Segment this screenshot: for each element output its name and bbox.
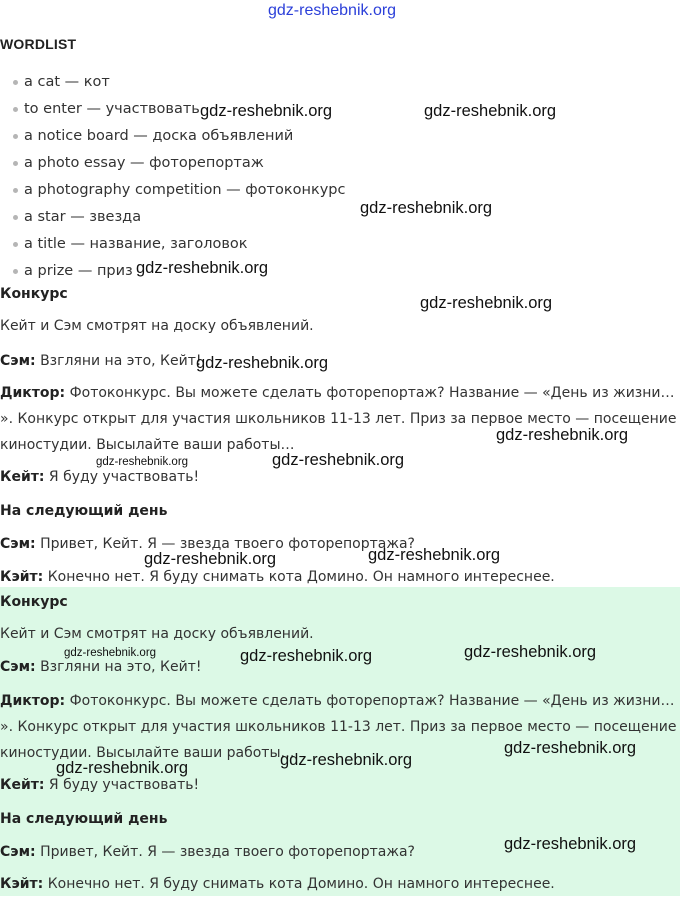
watermark-text: gdz-reshebnik.org <box>496 426 629 444</box>
speaker-name: Диктор: <box>0 693 66 709</box>
watermark-text: gdz-reshebnik.org <box>96 456 189 468</box>
section1-kate-line: Кейт: Я буду участвовать! <box>0 469 200 485</box>
watermark-text: gdz-reshebnik.org <box>64 647 157 659</box>
watermark-text: gdz-reshebnik.org <box>504 835 637 853</box>
section1-announcer-line: Диктор: Фотоконкурс. Вы можете сделать фоторепортаж? Название — «День из жизни… ». Конкурс открыт для участия школьников 11-13 лет. Приз за первое место — посещение киностудии. Высылайте ваши работы… <box>0 385 677 453</box>
word-item: a notice board — доска объявлений <box>0 124 345 151</box>
speaker-name: Сэм: <box>0 353 36 369</box>
section1-intro: Кейт и Сэм смотрят на доску объявлений. <box>0 318 314 334</box>
speaker-name: Кэйт: <box>0 876 44 892</box>
section2-title: Конкурс <box>0 594 68 610</box>
section1-next-day: На следующий день <box>0 503 168 519</box>
watermark-text: gdz-reshebnik.org <box>420 294 553 312</box>
section2-sam-line: Сэм: Взгляни на это, Кейт! <box>0 659 202 675</box>
watermark-top: gdz-reshebnik.org <box>268 2 397 19</box>
watermark-text: gdz-reshebnik.org <box>280 751 413 769</box>
wordlist-heading: WORDLIST <box>0 36 77 52</box>
speaker-name: Сэм: <box>0 659 36 675</box>
section2-intro: Кейт и Сэм смотрят на доску объявлений. <box>0 626 314 642</box>
section1-sam2-line: Сэм: Привет, Кейт. Я — звезда твоего фоторепортажа? <box>0 536 415 552</box>
watermark-text: gdz-reshebnik.org <box>200 102 333 120</box>
watermark-text: gdz-reshebnik.org <box>144 550 277 568</box>
speaker-name: Кейт: <box>0 469 45 485</box>
word-item: a title — название, заголовок <box>0 232 345 259</box>
word-item: a star — звезда <box>0 205 345 232</box>
section2-sam2-line: Сэм: Привет, Кейт. Я — звезда твоего фоторепортажа? <box>0 844 415 860</box>
watermark-text: gdz-reshebnik.org <box>424 102 557 120</box>
speaker-name: Кэйт: <box>0 569 44 585</box>
word-item: to enter — участвовать <box>0 97 345 124</box>
watermark-text: gdz-reshebnik.org <box>272 451 405 469</box>
section1-kate2-line: Кэйт: Конечно нет. Я буду снимать кота Домино. Он намного интереснее. <box>0 569 555 585</box>
watermark-text: gdz-reshebnik.org <box>240 647 373 665</box>
section2-next-day: На следующий день <box>0 811 168 827</box>
section2-announcer-line: Диктор: Фотоконкурс. Вы можете сделать фоторепортаж? Название — «День из жизни… ». Конкурс открыт для участия школьников 11-13 лет. Приз за первое место — посещение киностудии. Высылайте ваши работы… <box>0 693 677 761</box>
section2-kate-line: Кейт: Я буду участвовать! <box>0 777 200 793</box>
speaker-name: Диктор: <box>0 385 66 401</box>
speaker-name: Сэм: <box>0 844 36 860</box>
word-item: a photography competition — фотоконкурс <box>0 178 345 205</box>
watermark-text: gdz-reshebnik.org <box>196 354 329 372</box>
speaker-name: Кейт: <box>0 777 45 793</box>
watermark-text: gdz-reshebnik.org <box>360 199 493 217</box>
word-item: a cat — кот <box>0 70 345 97</box>
watermark-text: gdz-reshebnik.org <box>136 259 269 277</box>
watermark-text: gdz-reshebnik.org <box>56 759 189 777</box>
watermark-text: gdz-reshebnik.org <box>504 739 637 757</box>
watermark-text: gdz-reshebnik.org <box>464 643 597 661</box>
section2-kate2-line: Кэйт: Конечно нет. Я буду снимать кота Домино. Он намного интереснее. <box>0 876 555 892</box>
speaker-name: Сэм: <box>0 536 36 552</box>
watermark-text: gdz-reshebnik.org <box>368 546 501 564</box>
section1-sam-line: Сэм: Взгляни на это, Кейт! <box>0 353 202 369</box>
word-item: a photo essay — фоторепортаж <box>0 151 345 178</box>
section1-title: Конкурс <box>0 286 68 302</box>
word-item: a prize — приз <box>0 259 345 286</box>
